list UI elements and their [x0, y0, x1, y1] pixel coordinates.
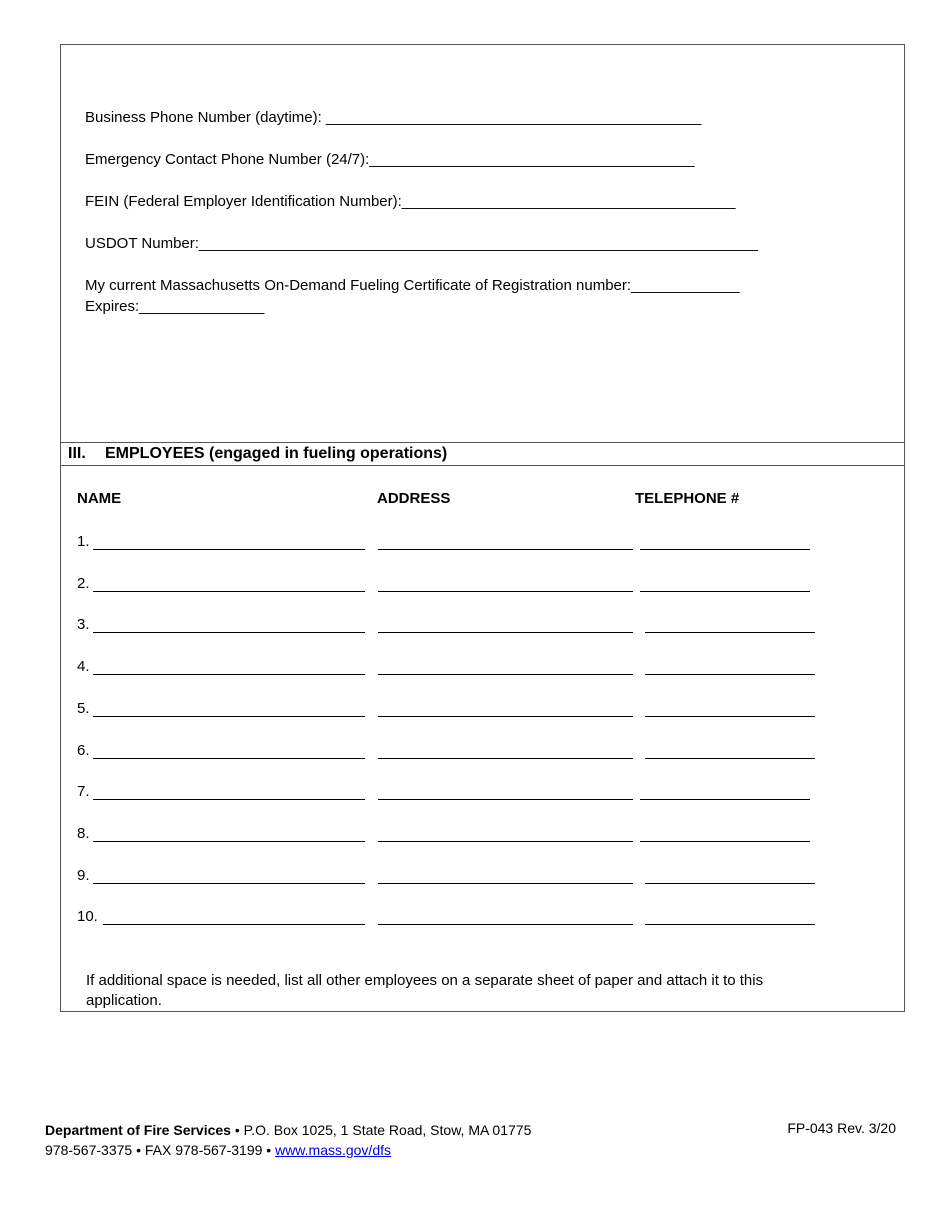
employee-name-field[interactable]	[93, 867, 365, 884]
row-number: 8.	[77, 825, 90, 842]
employee-telephone-field[interactable]	[645, 742, 815, 759]
emergency-phone-field[interactable]: Emergency Contact Phone Number (24/7):_______________________________________	[85, 151, 695, 168]
employee-telephone-field[interactable]	[640, 575, 810, 592]
table-row	[0, 658, 950, 680]
employee-name-field[interactable]	[103, 908, 365, 925]
table-row	[0, 533, 950, 555]
employee-name-field[interactable]	[93, 658, 365, 675]
table-row	[0, 700, 950, 722]
employee-address-field[interactable]	[378, 700, 633, 717]
row-number: 6.	[77, 742, 90, 759]
employee-telephone-field[interactable]	[645, 908, 815, 925]
table-row	[0, 616, 950, 638]
employee-address-field[interactable]	[378, 575, 633, 592]
business-phone-field[interactable]: Business Phone Number (daytime): _____________________________________________	[85, 109, 702, 126]
footer-website-link[interactable]: www.mass.gov/dfs	[275, 1142, 392, 1158]
table-row	[0, 575, 950, 597]
table-row	[0, 783, 950, 805]
employee-address-field[interactable]	[378, 825, 633, 842]
table-row	[0, 908, 950, 930]
table-row	[0, 742, 950, 764]
employee-name-field[interactable]	[93, 616, 365, 633]
usdot-field[interactable]: USDOT Number:___________________________________________________________________	[85, 235, 758, 252]
footer-department: Department of Fire Services	[45, 1122, 231, 1138]
fein-field[interactable]: FEIN (Federal Employer Identification Number):________________________________________	[85, 193, 736, 210]
employee-name-field[interactable]	[93, 825, 365, 842]
column-address-header: ADDRESS	[377, 490, 451, 507]
employee-telephone-field[interactable]	[640, 533, 810, 550]
employee-address-field[interactable]	[378, 908, 633, 925]
additional-space-note: If additional space is needed, list all other employees on a separate sheet of paper and attach it to this application.	[86, 972, 764, 1009]
employee-telephone-field[interactable]	[640, 783, 810, 800]
table-row	[0, 867, 950, 889]
section-number: III.	[68, 445, 86, 462]
row-number: 3.	[77, 616, 90, 633]
employee-name-field[interactable]	[93, 783, 365, 800]
employee-telephone-field[interactable]	[645, 658, 815, 675]
section-header	[60, 442, 905, 466]
row-number: 1.	[77, 533, 90, 550]
footer-phones: 978-567-3375 • FAX 978-567-3199 •	[45, 1142, 276, 1158]
row-number: 5.	[77, 700, 90, 717]
employee-address-field[interactable]	[378, 783, 633, 800]
row-number: 9.	[77, 867, 90, 884]
section-title: EMPLOYEES (engaged in fueling operations)	[105, 445, 448, 462]
column-telephone-header: TELEPHONE #	[635, 490, 740, 507]
employee-telephone-field[interactable]	[640, 825, 810, 842]
row-number: 7.	[77, 783, 90, 800]
employee-name-field[interactable]	[93, 575, 365, 592]
row-number: 4.	[77, 658, 90, 675]
employee-telephone-field[interactable]	[645, 616, 815, 633]
form-id: FP-043 Rev. 3/20	[787, 1120, 896, 1136]
employee-name-field[interactable]	[93, 533, 365, 550]
row-number: 2.	[77, 575, 90, 592]
employee-telephone-field[interactable]	[645, 700, 815, 717]
employee-name-field[interactable]	[93, 700, 365, 717]
employee-address-field[interactable]	[378, 742, 633, 759]
employee-address-field[interactable]	[378, 616, 633, 633]
row-number: 10.	[77, 908, 98, 925]
employee-address-field[interactable]	[378, 533, 633, 550]
column-name-header: NAME	[77, 490, 122, 507]
footer	[45, 1120, 531, 1160]
table-row	[0, 825, 950, 847]
employee-address-field[interactable]	[378, 867, 633, 884]
employee-telephone-field[interactable]	[645, 867, 815, 884]
employee-address-field[interactable]	[378, 658, 633, 675]
footer-address: • P.O. Box 1025, 1 State Road, Stow, MA 01775	[230, 1122, 532, 1138]
certificate-number-field[interactable]: My current Massachusetts On-Demand Fueling Certificate of Registration number:_____________	[85, 277, 740, 294]
expires-field[interactable]: Expires:_______________	[85, 298, 265, 315]
employee-name-field[interactable]	[93, 742, 365, 759]
